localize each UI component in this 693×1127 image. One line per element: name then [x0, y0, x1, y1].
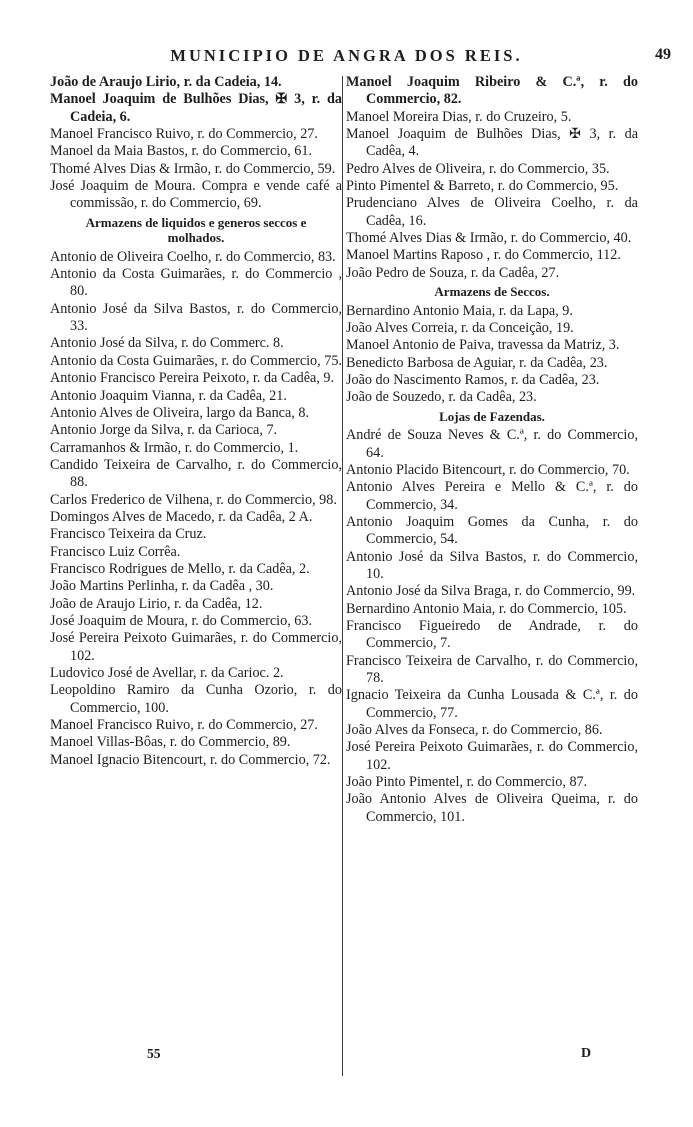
directory-entry: Francisco Rodrigues de Mello, r. da Cadêa, 2.: [50, 560, 310, 577]
directory-entry: Antonio de Oliveira Coelho, r. do Commercio, 83.: [50, 248, 336, 265]
directory-entry: Antonio Alves de Oliveira, largo da Banca, 8.: [50, 404, 309, 421]
page-title: MUNICIPIO DE ANGRA DOS REIS.: [170, 46, 523, 65]
directory-entry: Antonio da Costa Guimarães, r. do Commercio, 75.: [50, 352, 342, 369]
directory-entry: Manoel Joaquim de Bulhões Dias, ✠ 3, r. da Cadeia, 6.: [50, 91, 342, 125]
directory-entry: Bernardino Antonio Maia, r. do Commercio, 105.: [346, 600, 627, 617]
page-number: 49: [655, 46, 671, 63]
directory-entry: Manoel Moreira Dias, r. do Cruzeiro, 5.: [346, 108, 572, 125]
right-group-2: [346, 303, 638, 407]
left-column: [50, 74, 342, 769]
right-column: [346, 74, 638, 826]
directory-entry: João Antonio Alves de Oliveira Queima, r. do Commercio, 101.: [346, 791, 638, 825]
directory-entry: João de Araujo Lirio, r. da Cadêa, 12.: [50, 595, 263, 612]
directory-entry: Antonio da Costa Guimarães, r. do Commercio , 80.: [50, 266, 342, 300]
directory-entry: Antonio José da Silva Braga, r. do Commercio, 99.: [346, 583, 636, 600]
directory-entry: Antonio Joaquim Vianna, r. da Cadêa, 21.: [50, 387, 287, 404]
directory-entry: Pinto Pimentel & Barreto, r. do Commercio, 95.: [346, 178, 619, 195]
directory-entry: Domingos Alves de Macedo, r. da Cadêa, 2 A.: [50, 508, 313, 525]
directory-entry: Thomé Alves Dias & Irmão, r. do Commercio, 59.: [50, 160, 336, 177]
directory-entry: Manoel Joaquim Ribeiro & C.ª, r. do Commercio, 82.: [346, 74, 638, 108]
directory-entry: Carlos Frederico de Vilhena, r. do Commercio, 98.: [50, 491, 337, 508]
left-group-1: [50, 74, 342, 213]
directory-entry: José Joaquim de Moura, r. do Commercio, 63.: [50, 612, 313, 629]
directory-entry: Manoel Joaquim de Bulhões Dias, ✠ 3, r. da Cadêa, 4.: [346, 126, 638, 160]
directory-entry: Antonio Francisco Pereira Peixoto, r. da Cadêa, 9.: [50, 370, 335, 387]
directory-entry: João de Souzedo, r. da Cadêa, 23.: [346, 389, 537, 406]
directory-entry: Antonio Alves Pereira e Mello & C.ª, r. do Commercio, 34.: [346, 479, 638, 513]
directory-entry: João Martins Perlinha, r. da Cadêa , 30.: [50, 578, 274, 595]
directory-entry: Francisco Teixeira da Cruz.: [50, 526, 207, 543]
directory-entry: João Alves da Fonseca, r. do Commercio, 86.: [346, 722, 603, 739]
directory-entry: André de Souza Neves & C.ª, r. do Commercio, 64.: [346, 427, 638, 461]
directory-entry: Antonio Joaquim Gomes da Cunha, r. do Commercio, 54.: [346, 513, 638, 548]
directory-entry: José Pereira Peixoto Guimarães, r. do Commercio, 102.: [346, 739, 638, 773]
directory-entry: Benedicto Barbosa de Aguiar, r. da Cadêa, 23.: [346, 354, 608, 371]
directory-entry: João de Araujo Lirio, r. da Cadeia, 14.: [50, 74, 282, 90]
directory-entry: Francisco Figueiredo de Andrade, r. do Commercio, 7.: [346, 617, 638, 652]
directory-entry: Francisco Luiz Corrêa.: [50, 543, 181, 560]
directory-entry: Manoel Villas-Bôas, r. do Commercio, 89.: [50, 734, 291, 751]
directory-entry: Ludovico José de Avellar, r. da Carioc. 2.: [50, 665, 284, 681]
directory-entry: Francisco Teixeira de Carvalho, r. do Commercio, 78.: [346, 652, 638, 686]
section-heading-fazendas: Lojas de Fazendas.: [439, 408, 545, 424]
directory-entry: João do Nascimento Ramos, r. da Cadêa, 23.: [346, 372, 600, 388]
directory-entry: Prudenciano Alves de Oliveira Coelho, r. da Cadêa, 16.: [346, 195, 638, 229]
directory-entry: Manoel Martins Raposo , r. do Commercio, 112.: [346, 247, 621, 264]
catchword-letter: D: [581, 1046, 592, 1061]
directory-entry: Antonio José da Silva, r. do Commerc. 8.: [50, 335, 284, 352]
right-group-1: [346, 74, 638, 282]
directory-entry: João Pedro de Souza, r. da Cadêa, 27.: [346, 264, 560, 281]
directory-entry: Leopoldino Ramiro da Cunha Ozorio, r. do Commercio, 100.: [50, 682, 342, 716]
directory-entry: João Pinto Pimentel, r. do Commercio, 87.: [346, 774, 588, 791]
directory-entry: Manoel da Maia Bastos, r. do Commercio, 61.: [50, 143, 313, 160]
section-heading-seccos: Armazens de Seccos.: [434, 284, 550, 300]
directory-entry: Bernardino Antonio Maia, r. da Lapa, 9.: [346, 302, 573, 319]
directory-entry: Manoel Antonio de Paiva, travessa da Matriz, 3.: [346, 337, 620, 354]
directory-entry: Antonio Jorge da Silva, r. da Carioca, 7.: [50, 422, 278, 439]
directory-entry: Thomé Alves Dias & Irmão, r. do Commercio, 40.: [346, 230, 632, 247]
directory-entry: Antonio José da Silva Bastos, r. do Commercio, 33.: [50, 300, 342, 335]
signature-mark: 55: [147, 1046, 161, 1061]
right-group-3: [346, 427, 638, 826]
directory-entry: Antonio Placido Bitencourt, r. do Commercio, 70.: [346, 461, 630, 478]
page-header: [0, 46, 693, 70]
directory-entry: José Pereira Peixoto Guimarães, r. do Commercio, 102.: [50, 630, 342, 664]
column-divider: [342, 76, 343, 1076]
directory-entry: Pedro Alves de Oliveira, r. do Commercio, 35.: [346, 160, 610, 177]
directory-entry: Manoel Francisco Ruivo, r. do Commercio, 27.: [50, 717, 318, 734]
section-heading-liquidos: Armazens de liquidos e generos seccos e molhados.: [85, 214, 307, 246]
directory-entry: Ignacio Teixeira da Cunha Lousada & C.ª, r. do Commercio, 77.: [346, 687, 638, 721]
directory-entry: João Alves Correia, r. da Conceição, 19.: [346, 319, 574, 336]
directory-entry: José Joaquim de Moura. Compra e vende café a commissão, r. do Commercio, 69.: [50, 178, 342, 212]
left-group-2: [50, 249, 342, 769]
directory-entry: Candido Teixeira de Carvalho, r. do Commercio, 88.: [50, 456, 342, 491]
directory-entry: Manoel Ignacio Bitencourt, r. do Commercio, 72.: [50, 751, 331, 768]
directory-entry: Manoel Francisco Ruivo, r. do Commercio, 27.: [50, 126, 318, 143]
directory-entry: Carramanhos & Irmão, r. do Commercio, 1.: [50, 439, 299, 456]
directory-entry: Antonio José da Silva Bastos, r. do Commercio, 10.: [346, 548, 638, 582]
